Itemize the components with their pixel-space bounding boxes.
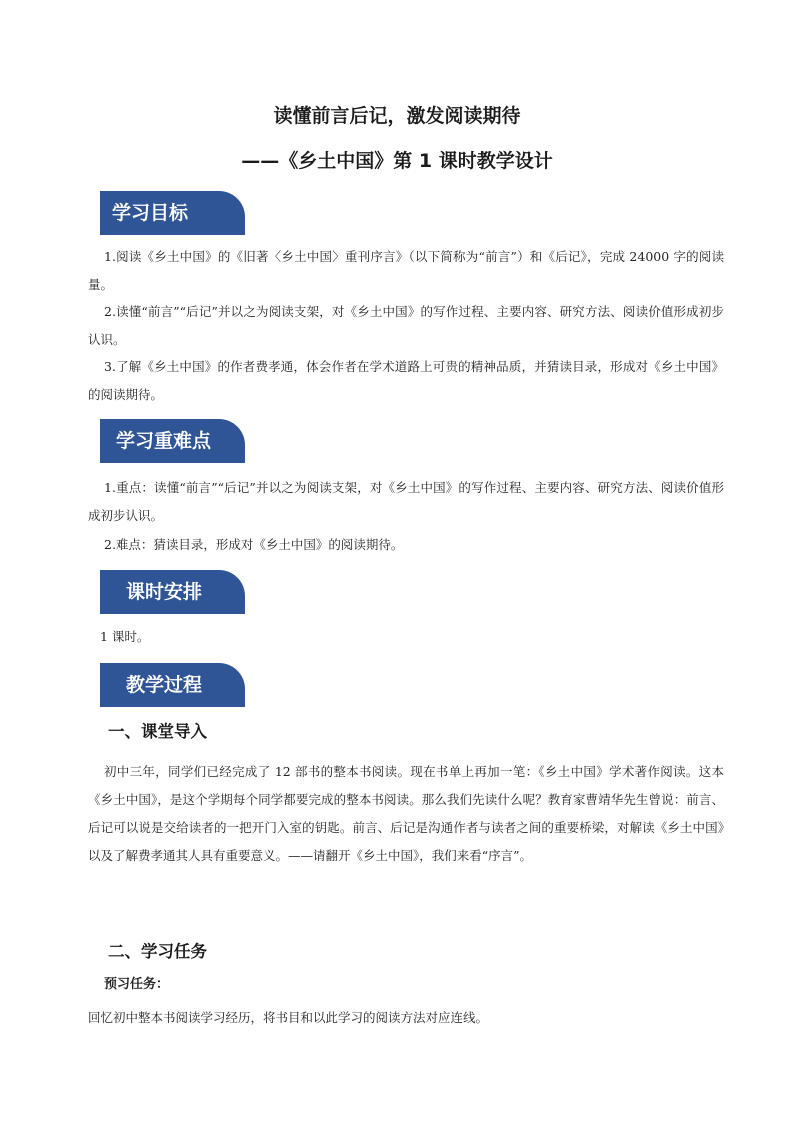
objective-item: 1.阅读《乡土中国》的《旧著〈乡土中国〉重刊序言》（以下简称为“前言”）和《后记》，完成 24000 字的阅读量。 [88, 249, 724, 292]
heading-learning-tasks: 二、学习任务 [108, 942, 207, 961]
page-subtitle: ——《乡土中国》第 1 课时教学设计 [241, 150, 553, 172]
section-banner-key-points [100, 419, 245, 463]
banner-label: 学习重难点 [116, 430, 212, 452]
key-point-item: 2.难点：猜读目录，形成对《乡土中国》的阅读期待。 [104, 537, 404, 552]
intro-paragraph: 初中三年，同学们已经完成了 12 部书的整本书阅读。现在书单上再加一笔：《乡土中国》学术著作阅读。这本《乡土中国》，是这个学期每个同学都要完成的整本书阅读。那么我们先读什么呢？教育家曹靖华先生曾说：前言、后记可以说是交给读者的一把开门入室的钥匙。前言、后记是沟通作者与读者之间的重要桥梁，对解读《乡土中国》以及了解费孝通其人具有重要意义。——请翻开《乡土中国》，我们来看“序言”。 [88, 764, 724, 863]
preview-task-label: 预习任务： [104, 977, 170, 992]
objective-item: 2.读懂“前言”“后记”并以之为阅读支架，对《乡土中国》的写作过程、主要内容、研究方法、阅读价值形成初步认识。 [88, 304, 724, 347]
banner-label: 学习目标 [112, 202, 189, 224]
heading-class-intro: 一、课堂导入 [108, 722, 207, 741]
preview-task-text: 回忆初中整本书阅读学习经历，将书目和以此学习的阅读方法对应连线。 [88, 1010, 489, 1025]
banner-label: 教学过程 [126, 674, 203, 696]
banner-label: 课时安排 [126, 581, 203, 603]
section-banner-process [100, 663, 245, 707]
section-banner-objectives [100, 191, 245, 235]
key-point-item: 1.重点：读懂“前言”“后记”并以之为阅读支架，对《乡土中国》的写作过程、主要内容、研究方法、阅读价值形成初步认识。 [88, 480, 724, 523]
schedule-text: 1 课时。 [100, 629, 150, 644]
section-banner-schedule [100, 570, 245, 614]
objective-item: 3.了解《乡土中国》的作者费孝通，体会作者在学术道路上可贵的精神品质，并猜读目录，形成对《乡土中国》的阅读期待。 [88, 359, 724, 402]
page-title: 读懂前言后记，激发阅读期待 [273, 105, 521, 127]
